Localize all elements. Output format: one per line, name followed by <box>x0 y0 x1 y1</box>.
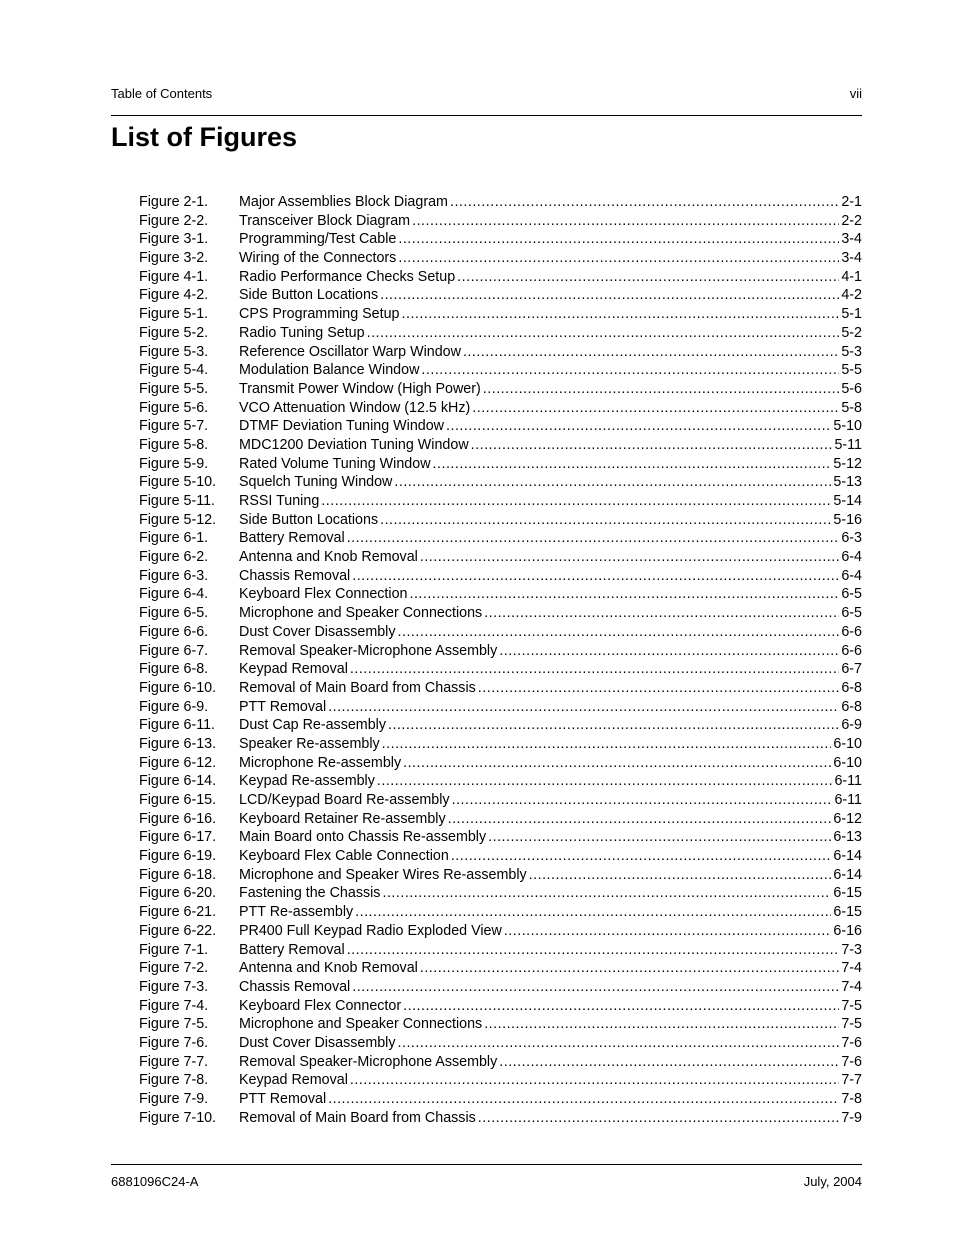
figure-entry[interactable] <box>139 847 862 866</box>
figure-caption: Battery Removal <box>239 530 345 547</box>
figure-page-number: 6-5 <box>841 586 862 603</box>
figure-entry[interactable] <box>139 735 862 754</box>
figure-page-number: 6-12 <box>833 810 862 827</box>
figure-entry[interactable] <box>139 361 862 380</box>
figure-page-number: 7-5 <box>841 997 862 1014</box>
figure-number: Figure 5-10. <box>139 474 217 491</box>
figure-number: Figure 6-21. <box>139 904 217 921</box>
figure-number: Figure 7-7. <box>139 1053 209 1070</box>
figure-number: Figure 5-6. <box>139 399 209 416</box>
footer-rule <box>111 1164 862 1165</box>
figure-number: Figure 6-5. <box>139 605 209 622</box>
figure-page-number: 7-7 <box>841 1072 862 1089</box>
figure-page-number: 5-3 <box>841 343 862 360</box>
figure-caption: Modulation Balance Window <box>239 362 420 379</box>
figure-number: Figure 3-1. <box>139 231 209 248</box>
dot-leader <box>484 1015 839 1034</box>
dot-leader <box>478 1109 840 1128</box>
figure-page-number: 6-8 <box>841 698 862 715</box>
dot-leader <box>451 847 832 866</box>
footer-date: July, 2004 <box>803 1174 862 1189</box>
figure-entry[interactable] <box>139 511 862 530</box>
figure-page-number: 7-6 <box>841 1034 862 1051</box>
figure-number: Figure 5-12. <box>139 511 217 528</box>
figure-entry[interactable] <box>139 978 862 997</box>
dot-leader <box>446 417 831 436</box>
figure-page-number: 6-14 <box>833 866 862 883</box>
figure-number: Figure 5-11. <box>139 493 216 509</box>
figure-entry[interactable] <box>139 585 862 604</box>
figure-page-number: 5-6 <box>841 380 862 397</box>
page-header <box>111 86 862 106</box>
dot-leader <box>478 679 840 698</box>
figure-caption: LCD/Keypad Board Re-assembly <box>239 792 450 808</box>
dot-leader <box>352 567 839 586</box>
figure-caption: PTT Removal <box>239 698 327 715</box>
figure-caption: VCO Attenuation Window (12.5 kHz) <box>239 399 471 416</box>
figure-page-number: 7-4 <box>841 978 862 995</box>
figure-page-number: 6-6 <box>841 623 862 640</box>
figure-page-number: 6-15 <box>833 885 862 902</box>
dot-leader <box>352 978 839 997</box>
header-section-title: Table of Contents <box>111 86 213 101</box>
figure-caption: Dust Cover Disassembly <box>239 1034 396 1051</box>
header-page-number: vii <box>849 86 862 101</box>
figure-entry[interactable] <box>139 268 862 287</box>
dot-leader <box>504 922 832 941</box>
figure-caption: Reference Oscillator Warp Window <box>239 343 461 360</box>
dot-leader <box>420 959 839 978</box>
figure-number: Figure 6-20. <box>139 885 217 902</box>
figure-caption: MDC1200 Deviation Tuning Window <box>239 436 469 453</box>
figure-entry[interactable] <box>139 492 862 511</box>
figure-page-number: 4-1 <box>841 268 862 285</box>
figure-page-number: 2-1 <box>841 194 862 210</box>
figure-number: Figure 2-1. <box>139 194 209 210</box>
figure-entry[interactable] <box>139 884 862 903</box>
dot-leader <box>409 585 839 604</box>
figure-caption: Microphone Re-assembly <box>239 754 402 771</box>
figure-entry[interactable] <box>139 604 862 623</box>
figure-number: Figure 6-4. <box>139 586 209 603</box>
dot-leader <box>355 903 831 922</box>
figure-entry[interactable] <box>139 828 862 847</box>
figure-entry[interactable] <box>139 959 862 978</box>
figure-number: Figure 6-17. <box>139 829 217 846</box>
figure-page-number: 5-2 <box>841 324 862 341</box>
figure-entry[interactable] <box>139 903 862 922</box>
dot-leader <box>394 473 831 492</box>
figure-page-number: 6-8 <box>841 679 862 696</box>
figure-entry[interactable] <box>139 193 862 212</box>
figure-entry[interactable] <box>139 997 862 1016</box>
figure-entry[interactable] <box>139 660 862 679</box>
dot-leader <box>380 286 839 305</box>
figure-number: Figure 7-4. <box>139 997 209 1014</box>
figure-number: Figure 6-9. <box>139 698 209 715</box>
dot-leader <box>403 997 839 1016</box>
figure-number: Figure 6-6. <box>139 623 209 640</box>
figure-caption: Keypad Re-assembly <box>239 773 375 790</box>
figure-entry[interactable] <box>139 922 862 941</box>
figure-number: Figure 6-15. <box>139 792 217 808</box>
figure-caption: Removal Speaker-Microphone Assembly <box>239 1053 498 1070</box>
figure-number: Figure 7-10. <box>139 1109 217 1126</box>
dot-leader <box>350 660 839 679</box>
figure-page-number: 6-4 <box>841 567 862 584</box>
figure-page-number: 7-3 <box>841 941 862 958</box>
figure-entry[interactable] <box>139 1053 862 1072</box>
figure-number: Figure 6-19. <box>139 848 217 865</box>
dot-leader <box>398 623 840 642</box>
dot-leader <box>472 399 839 418</box>
figure-page-number: 7-8 <box>841 1091 862 1107</box>
figure-caption: RSSI Tuning <box>239 493 320 509</box>
figure-page-number: 6-7 <box>841 661 862 678</box>
figure-caption: Transmit Power Window (High Power) <box>239 380 481 397</box>
figure-caption: Dust Cover Disassembly <box>239 623 396 640</box>
figure-page-number: 6-4 <box>841 549 862 566</box>
figure-entry[interactable] <box>139 791 862 810</box>
figure-entry[interactable] <box>139 642 862 661</box>
dot-leader <box>448 810 832 829</box>
figure-number: Figure 7-1. <box>139 941 209 958</box>
figure-page-number: 5-13 <box>833 474 862 491</box>
figure-caption: Chassis Removal <box>239 567 351 584</box>
dot-leader <box>452 791 833 810</box>
figure-page-number: 7-9 <box>841 1109 862 1126</box>
figure-caption: CPS Programming Setup <box>239 306 400 323</box>
dot-leader <box>328 698 839 717</box>
figure-caption: Side Button Locations <box>239 511 379 528</box>
dot-leader <box>328 1090 839 1109</box>
figure-entry[interactable] <box>139 716 862 735</box>
figure-number: Figure 6-7. <box>139 642 209 659</box>
figure-caption: PTT Re-assembly <box>239 904 354 921</box>
figure-caption: Keyboard Flex Cable Connection <box>239 848 449 865</box>
figure-number: Figure 6-2. <box>139 549 209 566</box>
figure-page-number: 3-4 <box>841 231 862 248</box>
figure-number: Figure 6-8. <box>139 661 209 678</box>
figure-number: Figure 5-7. <box>139 418 209 435</box>
figure-number: Figure 6-10. <box>139 679 217 696</box>
dot-leader <box>499 1053 839 1072</box>
figure-caption: Major Assemblies Block Diagram <box>239 194 448 210</box>
figure-entry[interactable] <box>139 548 862 567</box>
dot-leader <box>347 529 840 548</box>
figure-entry[interactable] <box>139 1034 862 1053</box>
figure-page-number: 6-11 <box>834 792 862 808</box>
figure-number: Figure 6-3. <box>139 567 209 584</box>
figure-entry[interactable] <box>139 772 862 791</box>
dot-leader <box>484 604 839 623</box>
figure-entry[interactable] <box>139 455 862 474</box>
dot-leader <box>463 343 839 362</box>
page-footer <box>111 1174 862 1194</box>
figure-page-number: 5-16 <box>833 511 862 528</box>
figure-page-number: 6-16 <box>833 922 862 939</box>
figure-entry[interactable] <box>139 1109 862 1128</box>
figure-number: Figure 5-1. <box>139 306 209 323</box>
figure-caption: Removal of Main Board from Chassis <box>239 679 476 696</box>
figure-caption: Battery Removal <box>239 941 345 958</box>
figure-page-number: 6-10 <box>833 754 862 771</box>
figure-caption: Dust Cap Re-assembly <box>239 717 386 734</box>
figure-caption: Removal of Main Board from Chassis <box>239 1109 476 1126</box>
dot-leader <box>450 193 839 212</box>
figure-caption: Removal Speaker-Microphone Assembly <box>239 642 498 659</box>
figure-page-number: 7-4 <box>841 960 862 977</box>
figure-number: Figure 7-9. <box>139 1091 209 1107</box>
dot-leader <box>433 455 832 474</box>
figure-entry[interactable] <box>139 698 862 717</box>
figure-page-number: 7-5 <box>841 1016 862 1033</box>
figure-page-number: 4-2 <box>841 287 862 304</box>
dot-leader <box>367 324 840 343</box>
figure-entry[interactable] <box>139 380 862 399</box>
figure-entry[interactable] <box>139 473 862 492</box>
figure-page-number: 6-6 <box>841 642 862 659</box>
figure-number: Figure 7-3. <box>139 978 209 995</box>
figure-caption: DTMF Deviation Tuning Window <box>239 418 444 435</box>
header-rule <box>111 115 862 116</box>
figure-caption: PR400 Full Keypad Radio Exploded View <box>239 922 502 939</box>
figure-number: Figure 5-2. <box>139 324 209 341</box>
figure-caption: Squelch Tuning Window <box>239 474 393 491</box>
dot-leader <box>499 642 839 661</box>
figure-page-number: 5-12 <box>833 455 862 472</box>
figure-entry[interactable] <box>139 417 862 436</box>
dot-leader <box>382 884 831 903</box>
figure-entry[interactable] <box>139 810 862 829</box>
figure-page-number: 5-1 <box>841 306 862 323</box>
figure-caption: Programming/Test Cable <box>239 231 397 248</box>
figure-number: Figure 4-2. <box>139 287 209 304</box>
figure-number: Figure 7-5. <box>139 1016 209 1033</box>
figure-page-number: 5-5 <box>841 362 862 379</box>
figure-number: Figure 5-3. <box>139 343 209 360</box>
figure-number: Figure 4-1. <box>139 268 209 285</box>
figure-entry[interactable] <box>139 623 862 642</box>
figure-entry[interactable] <box>139 230 862 249</box>
dot-leader <box>421 361 839 380</box>
figure-number: Figure 5-4. <box>139 362 209 379</box>
figure-entry[interactable] <box>139 1015 862 1034</box>
dot-leader <box>321 492 831 511</box>
figure-caption: Main Board onto Chassis Re-assembly <box>239 829 487 846</box>
footer-doc-number: 6881096C24-A <box>111 1174 199 1189</box>
dot-leader <box>398 249 839 268</box>
figure-number: Figure 6-1. <box>139 530 209 547</box>
figure-entry[interactable] <box>139 399 862 418</box>
figure-entry[interactable] <box>139 679 862 698</box>
figure-number: Figure 7-6. <box>139 1034 209 1051</box>
figure-page-number: 6-5 <box>841 605 862 622</box>
figure-page-number: 5-10 <box>833 418 862 435</box>
figure-entry[interactable] <box>139 249 862 268</box>
figure-page-number: 5-8 <box>841 399 862 416</box>
figure-entry[interactable] <box>139 212 862 231</box>
figure-entry[interactable] <box>139 567 862 586</box>
figure-caption: Microphone and Speaker Connections <box>239 605 483 622</box>
dot-leader <box>402 305 840 324</box>
figure-number: Figure 5-9. <box>139 455 209 472</box>
figure-caption: Keypad Removal <box>239 1072 348 1089</box>
figure-page-number: 6-10 <box>833 735 862 752</box>
figure-number: Figure 6-13. <box>139 735 217 752</box>
dot-leader <box>388 716 839 735</box>
figure-page-number: 5-14 <box>833 493 862 509</box>
figure-entry[interactable] <box>139 436 862 455</box>
figure-caption: Speaker Re-assembly <box>239 735 380 752</box>
figure-number: Figure 2-2. <box>139 212 209 229</box>
dot-leader <box>377 772 833 791</box>
figure-caption: Radio Performance Checks Setup <box>239 268 456 285</box>
figure-caption: Keyboard Flex Connection <box>239 586 408 603</box>
dot-leader <box>412 212 839 231</box>
figure-page-number: 6-13 <box>833 829 862 846</box>
figure-page-number: 6-11 <box>834 773 862 790</box>
figure-page-number: 6-9 <box>841 717 862 734</box>
dot-leader <box>529 866 832 885</box>
figure-number: Figure 6-16. <box>139 810 217 827</box>
figure-number: Figure 6-14. <box>139 773 217 790</box>
figure-entry[interactable] <box>139 941 862 960</box>
figure-caption: Microphone and Speaker Wires Re-assembly <box>239 866 527 883</box>
dot-leader <box>483 380 840 399</box>
figure-page-number: 6-14 <box>833 848 862 865</box>
figure-entry[interactable] <box>139 866 862 885</box>
page-title: List of Figures <box>111 122 298 152</box>
figure-caption: Keyboard Retainer Re-assembly <box>239 810 446 827</box>
figure-caption: Microphone and Speaker Connections <box>239 1016 483 1033</box>
figure-page-number: 3-4 <box>841 250 862 267</box>
dot-leader <box>420 548 839 567</box>
figure-entry[interactable] <box>139 324 862 343</box>
figure-entry[interactable] <box>139 1071 862 1090</box>
figure-entry[interactable] <box>139 754 862 773</box>
figure-entry[interactable] <box>139 286 862 305</box>
figure-page-number: 7-6 <box>841 1053 862 1070</box>
dot-leader <box>488 828 831 847</box>
figure-caption: Fastening the Chassis <box>239 885 381 902</box>
dot-leader <box>457 268 839 287</box>
figure-number: Figure 5-5. <box>139 380 209 397</box>
figure-entry[interactable] <box>139 1090 862 1109</box>
figure-caption: PTT Removal <box>239 1091 327 1107</box>
figure-caption: Transceiver Block Diagram <box>239 212 411 229</box>
figure-number: Figure 7-2. <box>139 960 209 977</box>
dot-leader <box>347 941 840 960</box>
figure-number: Figure 6-11. <box>139 717 216 734</box>
dot-leader <box>350 1071 839 1090</box>
dot-leader <box>403 754 831 773</box>
dot-leader <box>398 230 839 249</box>
figure-number: Figure 3-2. <box>139 250 209 267</box>
figure-caption: Antenna and Knob Removal <box>239 960 418 977</box>
figure-caption: Radio Tuning Setup <box>239 324 365 341</box>
figure-caption: Wiring of the Connectors <box>239 250 397 267</box>
dot-leader <box>471 436 833 455</box>
figure-page-number: 6-3 <box>841 530 862 547</box>
figure-number: Figure 6-18. <box>139 866 217 883</box>
figure-caption: Keyboard Flex Connector <box>239 997 402 1014</box>
figure-caption: Keypad Removal <box>239 661 348 678</box>
figure-caption: Rated Volume Tuning Window <box>239 455 431 472</box>
dot-leader <box>382 735 832 754</box>
figure-caption: Antenna and Knob Removal <box>239 549 418 566</box>
figure-list <box>139 193 862 1127</box>
figure-entry[interactable] <box>139 529 862 548</box>
figure-page-number: 5-11 <box>834 436 862 453</box>
figure-number: Figure 5-8. <box>139 436 209 453</box>
dot-leader <box>380 511 831 530</box>
figure-number: Figure 6-12. <box>139 754 217 771</box>
figure-page-number: 2-2 <box>841 212 862 229</box>
figure-caption: Chassis Removal <box>239 978 351 995</box>
dot-leader <box>398 1034 840 1053</box>
figure-number: Figure 6-22. <box>139 922 217 939</box>
figure-entry[interactable] <box>139 343 862 362</box>
figure-entry[interactable] <box>139 305 862 324</box>
figure-caption: Side Button Locations <box>239 287 379 304</box>
figure-page-number: 6-15 <box>833 904 862 921</box>
figure-number: Figure 7-8. <box>139 1072 209 1089</box>
